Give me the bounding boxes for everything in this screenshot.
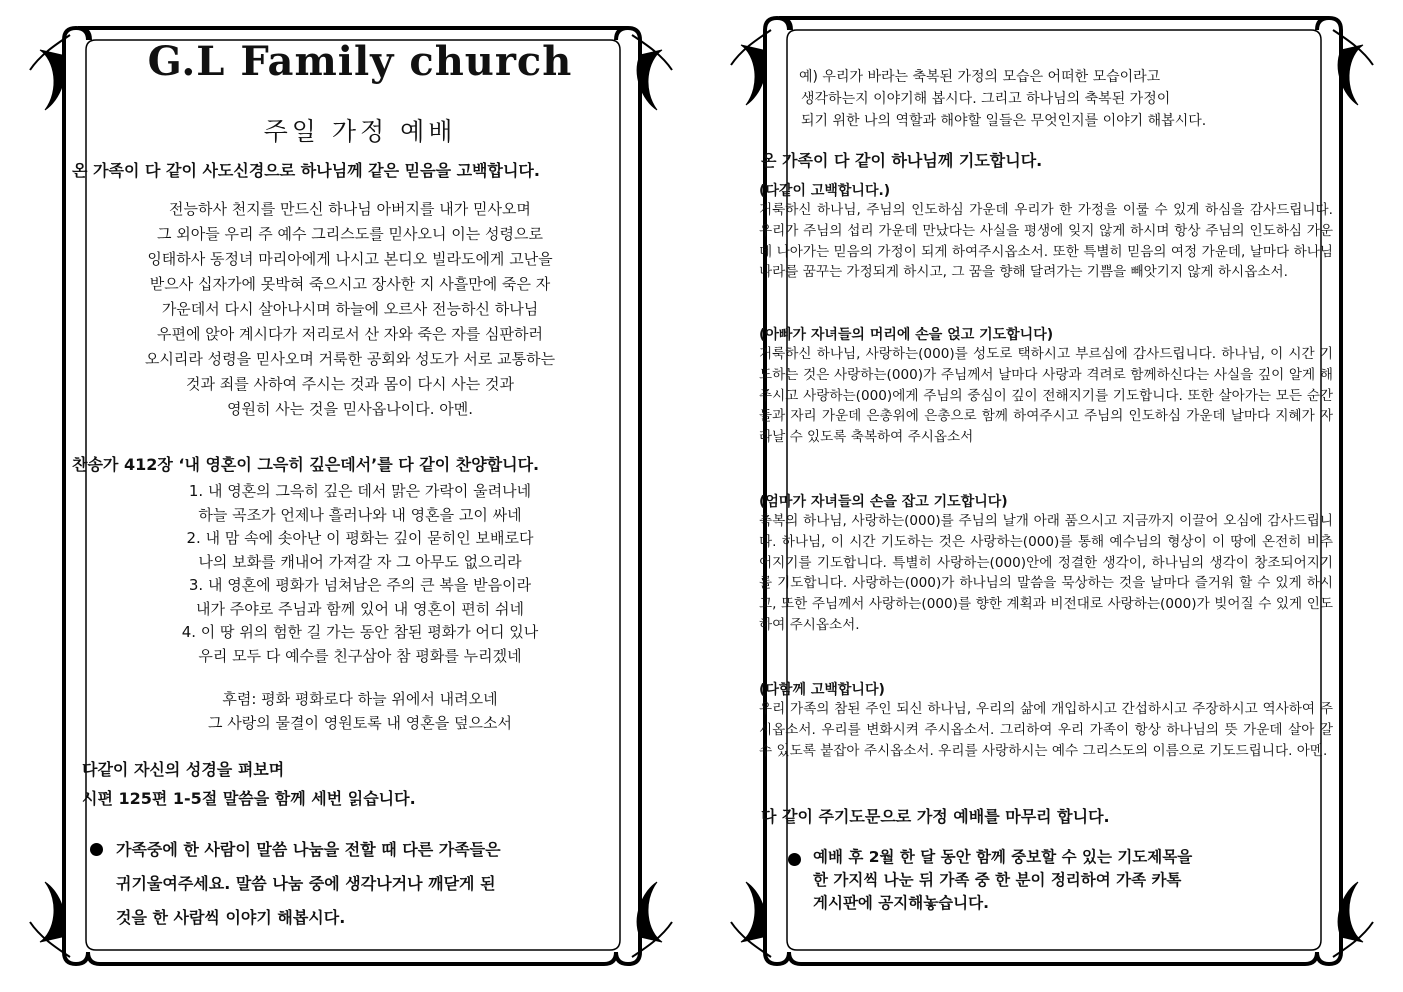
creed-line: 그 외아들 우리 주 예수 그리스도를 믿사오니 이는 성령으로 <box>157 225 543 243</box>
prayer-section <box>759 491 1333 636</box>
creed-line: 우편에 앉아 계시다가 저리로서 산 자와 죽은 자를 심판하러 <box>157 325 543 343</box>
prayer-text: 거룩하신 하나님, 사랑하는(000)를 성도로 택하시고 부르심에 감사드립니다. 하나님, 이 시간 기도하는 것은 사랑하는(000)가 주님께서 날마다 사랑과 격려로 함께하신다는 사실을 깊이 알게 해 주시고 사랑하는(000)에게 주님의 중심이 깊이 전해지기를 기도합니다. 또한 살아가는 모든 순간들과 자리 가운데 은총위에 은총으로 함께 하여주시고 주님의 인도하심 가운데 날마다 지혜가 자라날 수 있도록 축복하여 주시옵소서 <box>759 346 1333 446</box>
prayer-title: (다함께 고백합니다) <box>759 682 885 698</box>
hymn-text <box>90 480 630 668</box>
prayer-text: 우리 가족의 참된 주인 되신 하나님, 우리의 삶에 개입하시고 간섭하시고 주장하시고 역사하여 주시옵소서. 우리를 변화시켜 주시옵소서. 그리하여 우리 가족이 항상 하나님의 뜻 가운데 살아 갈 수 있도록 붙잡아 주시옵소서. 우리를 사랑하시는 예수 그리스도의 이름으로 기도드립니다. 아멘. <box>759 701 1333 759</box>
bullet-icon <box>90 843 103 856</box>
bible-reading <box>82 755 416 813</box>
prayer-text: 축복의 하나님, 사랑하는(000)를 주님의 날개 아래 품으시고 지금까지 이끌어 오심에 감사드립니다. 하나님, 이 시간 기도하는 것은 사랑하는(000)를 통해 예수님의 형상이 이 땅에 온전히 비추어지기를 기도합니다. 특별히 사랑하는(000)안에 정결한 생각이, 하나님의 생각이 창조되어지기를 기도합니다. 사랑하는(000)가 하나님의 말씀을 묵상하는 것을 날마다 즐거워 할 수 있게 하시고, 또한 주님께서 사랑하는(000)를 향한 계획과 비전대로 사랑하는(000)가 빚어질 수 있게 인도하여 주시옵소서. <box>759 513 1333 633</box>
note-line: 것을 한 사람씩 이야기 해봅시다. <box>116 908 346 927</box>
hymn-line: 4. 이 땅 위의 험한 길 가는 동안 참된 평화가 어디 있나 <box>181 623 539 641</box>
closing-line: 다 같이 주기도문으로 가정 예배를 마무리 합니다. <box>761 807 1110 826</box>
chorus-line: 그 사랑의 물결이 영원토록 내 영혼을 덮으소서 <box>208 713 512 732</box>
sharing-note <box>116 833 501 935</box>
note-line: 귀기울여주세요. 말씀 나눔 중에 생각나거나 깨닫게 된 <box>116 874 496 893</box>
creed-line: 받으사 십자가에 못박혀 죽으시고 장사한 지 사흘만에 죽은 자 <box>149 275 551 293</box>
hymn-line: 내가 주야로 주님과 함께 있어 내 영혼이 편히 쉬네 <box>196 599 524 618</box>
creed-line: 잉태하사 동정녀 마리아에게 나시고 본디오 빌라도에게 고난을 <box>147 250 553 268</box>
prayer-title: (아빠가 자녀들의 머리에 손을 얹고 기도합니다) <box>759 327 1054 343</box>
creed-heading: 온 가족이 다 같이 사도신경으로 하나님께 같은 믿음을 고백합니다. <box>72 161 540 180</box>
bullet-icon <box>788 853 801 866</box>
creed-text <box>90 197 610 422</box>
church-title: G.L Family church <box>147 38 573 85</box>
note-line: 예배 후 2월 한 달 동안 함께 중보할 수 있는 기도제목을 <box>813 848 1193 866</box>
hymn-heading: 찬송가 412장 ‘내 영혼이 그윽히 깊은데서’를 다 같이 찬양합니다. <box>72 455 540 474</box>
chorus-line: 후렴: 평화 평화로다 하늘 위에서 내려오네 <box>222 690 498 708</box>
prayer-text: 거룩하신 하나님, 주님의 인도하심 가운데 우리가 한 가정을 이룰 수 있게 하심을 감사드립니다. 우리가 주님의 섭리 가운데 만났다는 사실을 평생에 잊지 않게 하시며 항상 주님의 인도하심 가운데 나아가는 믿음의 가정이 되게 하여주시옵소서. 또한 특별히 믿음의 여정 가운데, 날마다 하나님 나라를 꿈꾸는 가정되게 하시고, 그 꿈을 향해 달려가는 기쁨을 빼앗기지 않게 하시옵소서. <box>759 202 1333 281</box>
note-line: 가족중에 한 사람이 말씀 나눔을 전할 때 다른 가족들은 <box>116 840 501 859</box>
hymn-line: 나의 보화를 캐내어 가져갈 자 그 아무도 없으리라 <box>198 552 522 571</box>
hymn-line: 1. 내 영혼의 그윽히 깊은 데서 맑은 가락이 울려나네 <box>188 482 532 500</box>
note-line: 게시판에 공지해놓습니다. <box>813 894 989 912</box>
bible-line: 시편 125편 1-5절 말씀을 함께 세번 읽습니다. <box>82 789 416 808</box>
hymn-line: 3. 내 영혼에 평화가 넘쳐남은 주의 큰 복을 받음이라 <box>188 576 532 594</box>
prayer-section <box>759 180 1333 283</box>
hymn-line: 하늘 곡조가 언제나 흘러나와 내 영혼을 고이 싸네 <box>198 505 522 524</box>
creed-line: 가운데서 다시 살아나시며 하늘에 오르사 전능하신 하나님 <box>161 300 539 318</box>
creed-line: 오시리라 성령을 믿사오며 거룩한 공회와 성도가 서로 교통하는 <box>144 350 556 368</box>
example-line: 예) 우리가 바라는 축복된 가정의 모습은 어떠한 모습이라고 <box>799 69 1161 85</box>
prayer-title: (다같이 고백합니다.) <box>759 183 891 199</box>
prayer-title: (엄마가 자녀들의 손을 잡고 기도합니다) <box>759 494 1008 510</box>
right-page <box>701 0 1403 992</box>
example-line: 되기 위한 나의 역할과 해야할 일들은 무엇인지를 이야기 해봅시다. <box>801 113 1207 129</box>
bible-line: 다같이 자신의 성경을 펴보며 <box>82 760 285 779</box>
example-line: 생각하는지 이야기해 봅시다. 그리고 하나님의 축복된 가정이 <box>801 91 1171 107</box>
creed-line: 것과 죄를 사하여 주시는 것과 몸이 다시 사는 것과 <box>186 375 514 393</box>
note-line: 한 가지씩 나눈 뒤 가족 중 한 분이 정리하여 가족 카톡 <box>813 871 1182 889</box>
creed-line: 영원히 사는 것을 믿사옵나이다. 아멘. <box>227 400 473 418</box>
page-subtitle: 주일 가정 예배 <box>263 117 457 146</box>
discussion-example <box>799 66 1206 132</box>
prayer-heading: 온 가족이 다 같이 하나님께 기도합니다. <box>761 151 1043 170</box>
hymn-chorus <box>90 688 630 735</box>
hymn-line: 우리 모두 다 예수를 친구삼아 참 평화를 누리겠네 <box>198 646 522 665</box>
prayer-section <box>759 679 1333 761</box>
prayer-request-note <box>813 846 1192 915</box>
creed-line: 전능하사 천지를 만드신 하나님 아버지를 내가 믿사오며 <box>169 200 531 218</box>
hymn-line: 2. 내 맘 속에 솟아난 이 평화는 깊이 묻히인 보배로다 <box>186 529 534 547</box>
prayer-section <box>759 324 1333 448</box>
